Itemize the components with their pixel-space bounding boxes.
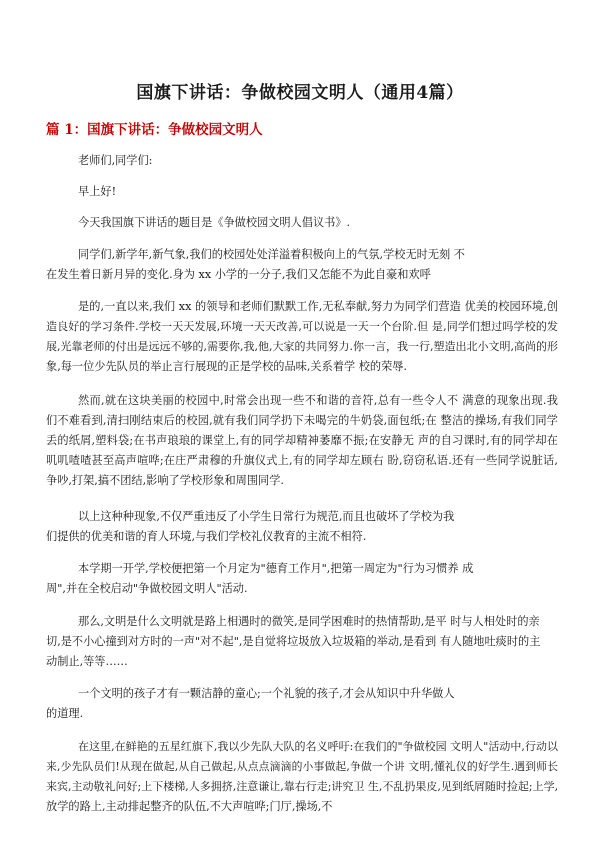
paragraph-line: 那么,文明是什么文明就是路上相遇时的微笑,是同学困难时的热情帮助,是平 时与人相处时的亲	[78, 615, 540, 628]
paragraph-line: 的道理.	[46, 707, 84, 720]
paragraph-line: 丢的纸屑,塑料袋;在书声琅琅的课堂上,有的同学却精神萎靡不振;在安静无 声的自习课时,有的同学却在	[46, 434, 558, 447]
paragraph-line: 是的,一直以来,我们 xx 的领导和老师们默默工作,无私奉献,努力为同学们营造 优美的校园环境,创	[78, 300, 558, 313]
document-title: 国旗下讲话：争做校园文明人（通用4篇）	[136, 83, 464, 103]
paragraph-line: 来宾,主动敬礼问好;上下楼梯,人多拥挤,注意谦让,靠右行走;讲究卫 生,不乱扔果皮,见到纸屑随时捡起;上学,	[46, 780, 559, 793]
paragraph-line: 来,少先队员们!从现在做起,从自己做起,从点点滴滴的小事做起,争做一个讲 文明,懂礼仪的好学生.遇到师长	[46, 760, 558, 773]
paragraph-line: 叽叽喳喳甚至高声喧哗;在庄严肃穆的升旗仪式上,有的同学却左顾右 盼,窃窃私语.还有一些同学说脏话,	[46, 454, 558, 467]
paragraph-line: 老师们,同学们:	[78, 154, 153, 167]
paragraph-line: 以上这种种现象,不仅严重违反了小学生日常行为规范,而且也破坏了学校为我	[78, 510, 455, 523]
paragraph-line: 们不难看到,清扫刚结束后的校园,就有我们同学扔下未喝完的牛奶袋,面包纸;在 整洁的操场,有我们同学	[46, 414, 558, 427]
paragraph-line: 在发生着日新月异的变化.身为 xx 小学的一分子,我们又怎能不为此自豪和欢呼	[46, 268, 431, 281]
paragraph-line: 周",并在全校启动"争做校园文明人"活动.	[46, 582, 248, 595]
paragraph-line: 本学期一开学,学校便把第一个月定为"德育工作月",把第一周定为"行为习惯养 成	[78, 562, 474, 575]
paragraph-line: 造良好的学习条件.学校一天天发展,环境一天天改善,可以说是一天一个台阶.但 是,同学们想过吗学校的发	[46, 320, 558, 333]
paragraph-line: 们提供的优美和谐的育人环境,与我们学校礼仪教育的主流不相符.	[46, 530, 367, 543]
paragraph-line: 同学们,新学年,新气象,我们的校园处处洋溢着积极向上的气氛,学校无时无刻 不	[78, 248, 465, 261]
paragraph-line: 象,每一位少先队员的举止言行展现的正是学校的品味,关系着学 校的荣辱.	[46, 360, 408, 373]
paragraph-line: 放学的路上,主动排起整齐的队伍,不大声喧哗;门厅,操场,不	[46, 800, 333, 813]
paragraph-line: 今天我国旗下讲话的题目是《争做校园文明人倡议书》.	[78, 216, 351, 229]
section-heading: 篇 1：国旗下讲话：争做校园文明人	[46, 122, 263, 138]
paragraph-line: 一个文明的孩子才有一颗洁静的童心;一个礼貌的孩子,才会从知识中升华做人	[78, 687, 455, 700]
paragraph-line: 动制止,等等……	[46, 655, 128, 668]
paragraph-line: 切,是不小心撞到对方时的一声"对不起",是自觉将垃圾放入垃圾箱的举动,是看到 有人随地吐痰时的主	[46, 635, 541, 648]
paragraph-line: 早上好!	[78, 185, 117, 198]
paragraph-line: 展,光靠老师的付出是远远不够的,需要你,我,他,大家的共同努力.你一言，我一行,塑造出北小文明,高尚的形	[46, 340, 558, 353]
paragraph-line: 争吵,打架,搞不团结,影响了学校形象和周围同学.	[46, 474, 284, 487]
paragraph-line: 在这里,在鲜艳的五星红旗下,我以少先队大队的名义呼吁:在我们的"争做校园 文明人"活动中,行动以	[78, 740, 558, 753]
paragraph-line: 然而,就在这块美丽的校园中,时常会出现一些不和谐的音符,总有一些令人不 满意的现象出现.我	[78, 394, 558, 407]
